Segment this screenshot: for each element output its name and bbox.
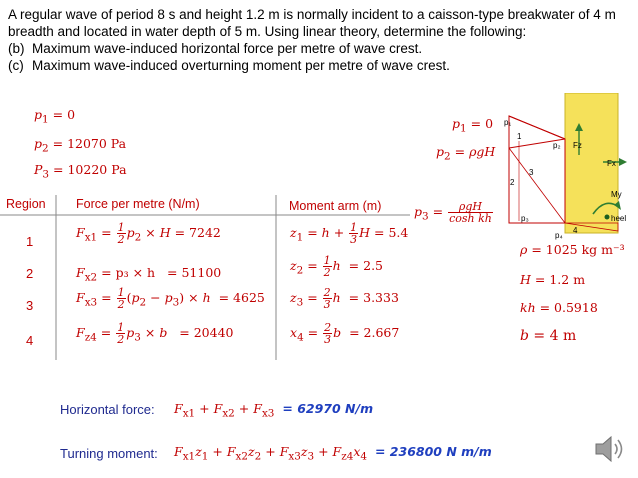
row4-force: $F_{z4}$ = $\frac{1}{2}$ $p_3 \times b = 20440$: [76, 321, 234, 346]
pressure-diagram: [495, 93, 638, 243]
fx-arrowhead: [619, 158, 627, 166]
problem-item-b: (b) Maximum wave-induced horizontal force per metre of wave crest.: [8, 41, 423, 56]
given-kh: kh = 0.5918: [520, 300, 598, 315]
label-p1: p₁: [504, 118, 512, 127]
row3-force: $F_{x3}$ = $\frac{1}{2}$ $(p_2 - p_3) \times h = 4625$: [76, 286, 265, 311]
speaker-icon[interactable]: [592, 432, 626, 466]
label-p4: p₄: [555, 231, 563, 240]
row1-region: 1: [26, 234, 34, 249]
label-fx: Fx: [607, 159, 616, 168]
header-arm: Moment arm (m): [289, 199, 382, 213]
row1-force: $F_{x1}$ = $\frac{1}{2}$ $p_2 \times H = 7242$: [76, 221, 221, 246]
header-force: Force per metre (N/m): [76, 197, 200, 211]
row2-region: 2: [26, 266, 34, 281]
turning-moment-label: Turning moment:: [60, 446, 158, 461]
heel-point: [605, 215, 610, 220]
row2-arm: $z_2$ = $\frac{1}{2}$ h = 2.5: [290, 254, 383, 279]
problem-item-c: (c) Maximum wave-induced overturning moment per metre of wave crest.: [8, 58, 450, 73]
diagram-p1-formula: $p_1 = 0$: [452, 116, 494, 135]
label-p3: p₃: [521, 214, 529, 223]
row4-region: 4: [26, 333, 34, 348]
given-h: H = 1.2 m: [520, 272, 586, 287]
diagram-p3-formula: $p_3$ = $\frac{\text{ρgH}}{\text{cosh kh}}$: [414, 200, 492, 225]
header-region: Region: [6, 197, 46, 211]
label-heel: heel: [611, 214, 627, 223]
pressure-p1: $p_1 = 0$: [34, 107, 76, 126]
horizontal-force-expr: $F_{x1} + F_{x2} + F_{x3} = 62970$ N/m: [174, 401, 374, 420]
pressure-p2: $p_2 = 12070$ Pa: [34, 136, 127, 155]
given-rho: ρ = 1025 kg m⁻³: [520, 242, 625, 257]
turning-moment-expr: $F_{x1}z_1 + F_{x2}z_2 + F_{x3}z_3 + F_{z4}x_4 = 236800$ N m/m: [174, 444, 492, 463]
diagram-p2-formula: $p_2 = \rho gH$: [436, 144, 496, 163]
label-region-2: 2: [510, 178, 515, 187]
row3-region: 3: [26, 298, 34, 313]
label-region-1: 1: [517, 132, 522, 141]
row3-arm: $z_3$ = $\frac{2}{3}$ h = 3.333: [290, 286, 399, 311]
label-region-4: 4: [573, 226, 578, 235]
horizontal-force-label: Horizontal force:: [60, 402, 155, 417]
pressure-p3: $P_3 = 10220$ Pa: [34, 162, 127, 181]
given-b: b = 4 m: [520, 328, 577, 344]
row1-arm: $z_1 = h$ + $\frac{1}{3}$ H = 5.4: [290, 221, 409, 246]
pressure-diag-line: [509, 148, 565, 223]
row2-force: $F_{x2} = p_3 \times h$ = 51100: [76, 265, 222, 284]
label-fz: Fz: [573, 141, 582, 150]
label-region-3: 3: [529, 168, 534, 177]
label-p2: p₂: [553, 141, 561, 150]
label-my: My: [611, 190, 622, 199]
problem-text: A regular wave of period 8 s and height 1.2 m is normally incident to a caisson-type breakwater of 4 m breadth and located in water depth of 5 m. Using linear theory, determine the following:: [8, 7, 616, 39]
row4-arm: $x_4$ = $\frac{2}{3}$ b = 2.667: [290, 321, 400, 346]
